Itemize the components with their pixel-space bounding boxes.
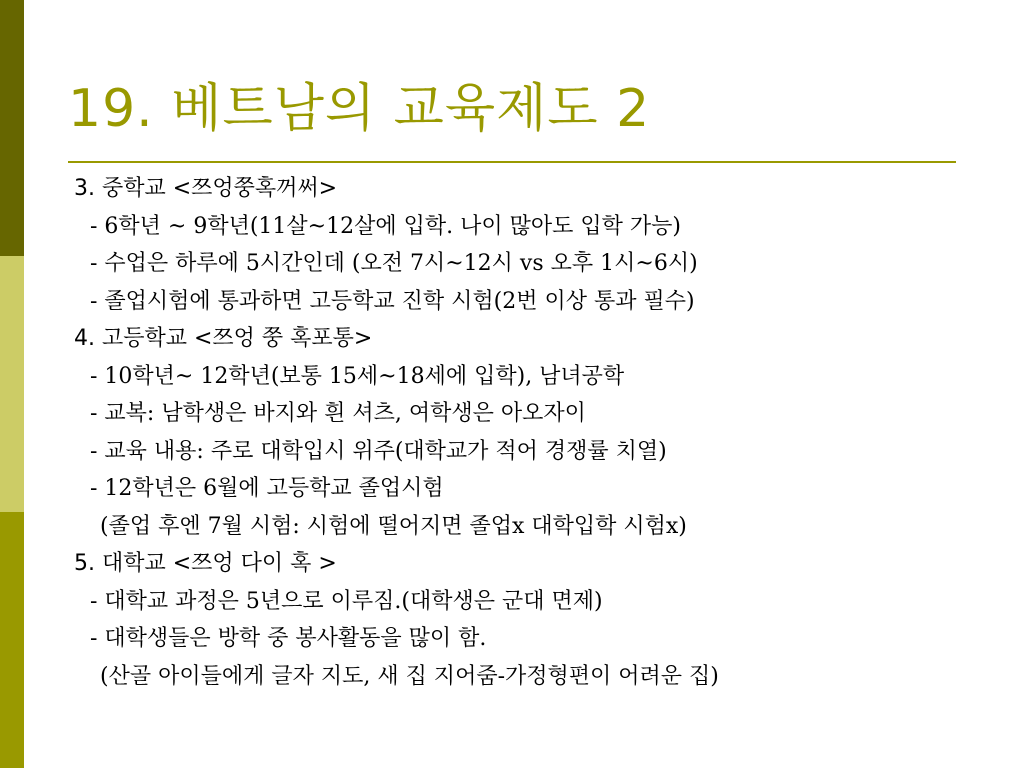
- sidebar-stripe-middle: [0, 256, 24, 512]
- section-heading-middle-school: 3. 중학교 <쯔엉쭝혹꺼써>: [74, 176, 338, 201]
- list-note: (산골 아이들에게 글자 지도, 새 집 지어줌-가정형편이 어려운 집): [100, 663, 719, 689]
- section-heading-university: 5. 대학교 <쯔엉 다이 혹 >: [74, 551, 337, 576]
- list-note: (졸업 후엔 7월 시험: 시험에 떨어지면 졸업x 대학입학 시험x): [100, 513, 687, 539]
- list-item: - 교육 내용: 주로 대학입시 위주(대학교가 적어 경쟁률 치열): [90, 438, 667, 464]
- list-item: - 6학년 ~ 9학년(11살~12살에 입학. 나이 많아도 입학 가능): [90, 213, 681, 239]
- slide-title: 19. 베트남의 교육제도 2: [68, 79, 651, 139]
- list-item: - 12학년은 6월에 고등학교 졸업시험: [90, 476, 444, 501]
- list-item: - 수업은 하루에 5시간인데 (오전 7시~12시 vs 오후 1시~6시): [90, 251, 698, 276]
- title-divider: [68, 161, 956, 163]
- list-item: - 10학년~ 12학년(보통 15세~18세에 입학), 남녀공학: [90, 363, 625, 389]
- slide-body: [74, 170, 974, 695]
- sidebar-stripe-bottom: [0, 512, 24, 768]
- list-item: - 대학교 과정은 5년으로 이루짐.(대학생은 군대 면제): [90, 588, 603, 614]
- section-heading-high-school: 4. 고등학교 <쯔엉 쭝 혹포통>: [74, 326, 373, 351]
- list-item: - 대학생들은 방학 중 봉사활동을 많이 함.: [90, 626, 487, 651]
- list-item: - 교복: 남학생은 바지와 흰 셔츠, 여학생은 아오자이: [90, 401, 586, 426]
- list-item: - 졸업시험에 통과하면 고등학교 진학 시험(2번 이상 통과 필수): [90, 288, 695, 314]
- sidebar-stripe-top: [0, 0, 24, 256]
